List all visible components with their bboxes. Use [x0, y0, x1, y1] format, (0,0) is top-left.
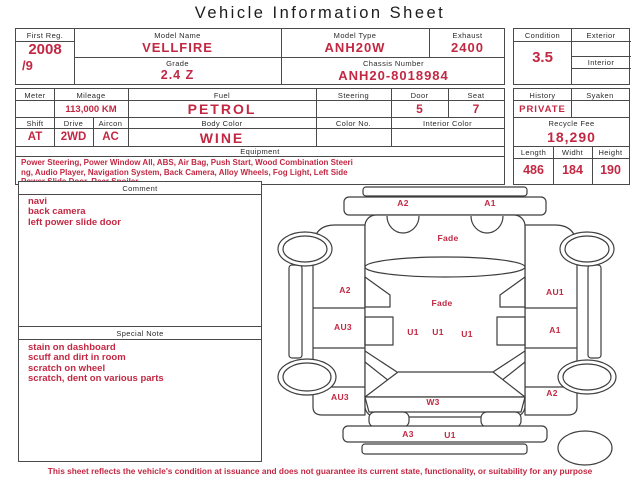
top-table — [15, 28, 505, 85]
aircon-value: AC — [102, 131, 119, 143]
damage-marker: Fade — [437, 233, 459, 243]
comment-line: navi — [28, 196, 48, 207]
length-label: Length — [520, 148, 547, 157]
damage-marker: AU1 — [546, 287, 564, 297]
exterior-label: Exterior — [586, 31, 616, 40]
aircon-label: Aircon — [98, 119, 123, 128]
interior-label: Interior — [587, 58, 615, 67]
width-label: Widht — [561, 148, 584, 157]
door-label: Door — [410, 91, 429, 100]
comment-label: Comment — [122, 184, 158, 193]
history-panel — [513, 88, 630, 185]
condition-label: Condition — [524, 31, 561, 40]
grade-value: 2.4 Z — [160, 68, 195, 82]
recycle-fee-label: Recycle Fee — [548, 119, 595, 128]
divider — [514, 41, 571, 42]
special-note-line: scuff and dirt in room — [28, 352, 126, 364]
divider — [571, 56, 631, 57]
damage-marker: AU3 — [331, 392, 349, 402]
damage-marker: U1 — [407, 327, 419, 337]
comment-box — [18, 181, 262, 462]
damage-marker: A3 — [402, 429, 414, 439]
first-reg-year: 2008 — [28, 41, 62, 58]
model-type-value: ANH20W — [324, 40, 386, 55]
length-value: 486 — [523, 163, 544, 177]
comment-line: back camera — [28, 206, 86, 218]
steering-label: Steering — [337, 91, 370, 100]
height-value: 190 — [600, 163, 621, 177]
special-note-line: scratch, dent on various parts — [28, 372, 164, 384]
divider — [74, 57, 504, 58]
divider — [571, 41, 631, 42]
special-note-line: stain on dashboard — [28, 342, 116, 353]
fuel-label: Fuel — [213, 91, 231, 100]
exhaust-value: 2400 — [451, 40, 484, 55]
mileage-label: Mileage — [76, 91, 106, 100]
chassis-number-label: Chassis Number — [362, 59, 425, 68]
drive-label: Drive — [63, 119, 84, 128]
damage-marker: A2 — [339, 285, 351, 295]
special-note-text — [28, 343, 164, 384]
equipment-label: Equipment — [240, 147, 280, 156]
shift-value: AT — [27, 131, 43, 143]
divider — [16, 117, 504, 118]
history-value: PRIVATE — [519, 104, 566, 115]
damage-marker: Fade — [431, 298, 453, 308]
first-reg-month: /9 — [22, 58, 33, 73]
damage-marker: A2 — [397, 198, 409, 208]
meter-label: Meter — [24, 91, 46, 100]
divider — [514, 146, 629, 147]
model-type-label: Model Type — [333, 31, 377, 40]
shift-label: Shift — [26, 119, 44, 128]
damage-marker: U1 — [461, 329, 473, 339]
condition-panel — [513, 28, 630, 85]
comment-text — [28, 197, 121, 228]
chassis-number-value: ANH20-8018984 — [338, 68, 449, 83]
color-no-label: Color No. — [335, 119, 372, 128]
special-note-label: Special Note — [116, 329, 164, 338]
height-label: Height — [598, 148, 623, 157]
body-color-value: WINE — [199, 130, 245, 146]
divider — [19, 194, 261, 195]
fuel-value: PETROL — [187, 101, 257, 117]
drive-value: 2WD — [60, 131, 87, 143]
divider — [16, 128, 504, 129]
damage-marker: A1 — [484, 198, 496, 208]
divider — [514, 117, 629, 118]
damage-marker: U1 — [444, 430, 456, 440]
comment-line: left power slide door — [28, 216, 121, 228]
special-note-line: scratch on wheel — [28, 362, 106, 374]
exhaust-label: Exhaust — [452, 31, 483, 40]
width-value: 184 — [562, 163, 583, 177]
car-damage-diagram — [275, 185, 635, 475]
damage-marker: A2 — [546, 388, 558, 398]
mileage-value: 113,000 KM — [65, 104, 117, 115]
divider — [19, 326, 261, 327]
divider — [514, 158, 629, 159]
disclaimer-text: This sheet reflects the vehicle's condition at issuance and does not guarantee its current state, functionality, or suitability for any purpose — [47, 466, 593, 476]
page-title: Vehicle Information Sheet — [194, 4, 446, 22]
divider — [19, 339, 261, 340]
damage-marker: AU3 — [334, 322, 352, 332]
syaken-label: Syaken — [586, 91, 614, 100]
equipment-line: Power Steering, Power Window All, ABS, Air Bag, Push Start, Wood Combination Steeri — [21, 158, 353, 167]
model-name-value: VELLFIRE — [142, 40, 213, 55]
body-color-label: Body Color — [201, 119, 243, 128]
seat-value: 7 — [472, 102, 480, 116]
damage-marker: A1 — [549, 325, 561, 335]
model-name-label: Model Name — [154, 31, 201, 40]
condition-value: 3.5 — [532, 49, 553, 66]
recycle-fee-value: 18,290 — [547, 129, 596, 145]
divider — [16, 156, 504, 157]
door-value: 5 — [416, 102, 423, 116]
history-label: History — [529, 91, 556, 100]
damage-marker: W3 — [426, 397, 440, 407]
damage-marker: U1 — [432, 327, 444, 337]
divider — [571, 68, 631, 69]
seat-label: Seat — [467, 91, 485, 100]
grade-label: Grade — [166, 59, 189, 68]
equipment-line: ng, Audio Player, Navigation System, Back Camera, Alloy Wheels, Fog Light, Left Side — [21, 167, 348, 177]
interior-color-label: Interior Color — [423, 119, 472, 128]
spec-table — [15, 88, 505, 185]
first-reg-label: First Reg. — [26, 31, 64, 40]
